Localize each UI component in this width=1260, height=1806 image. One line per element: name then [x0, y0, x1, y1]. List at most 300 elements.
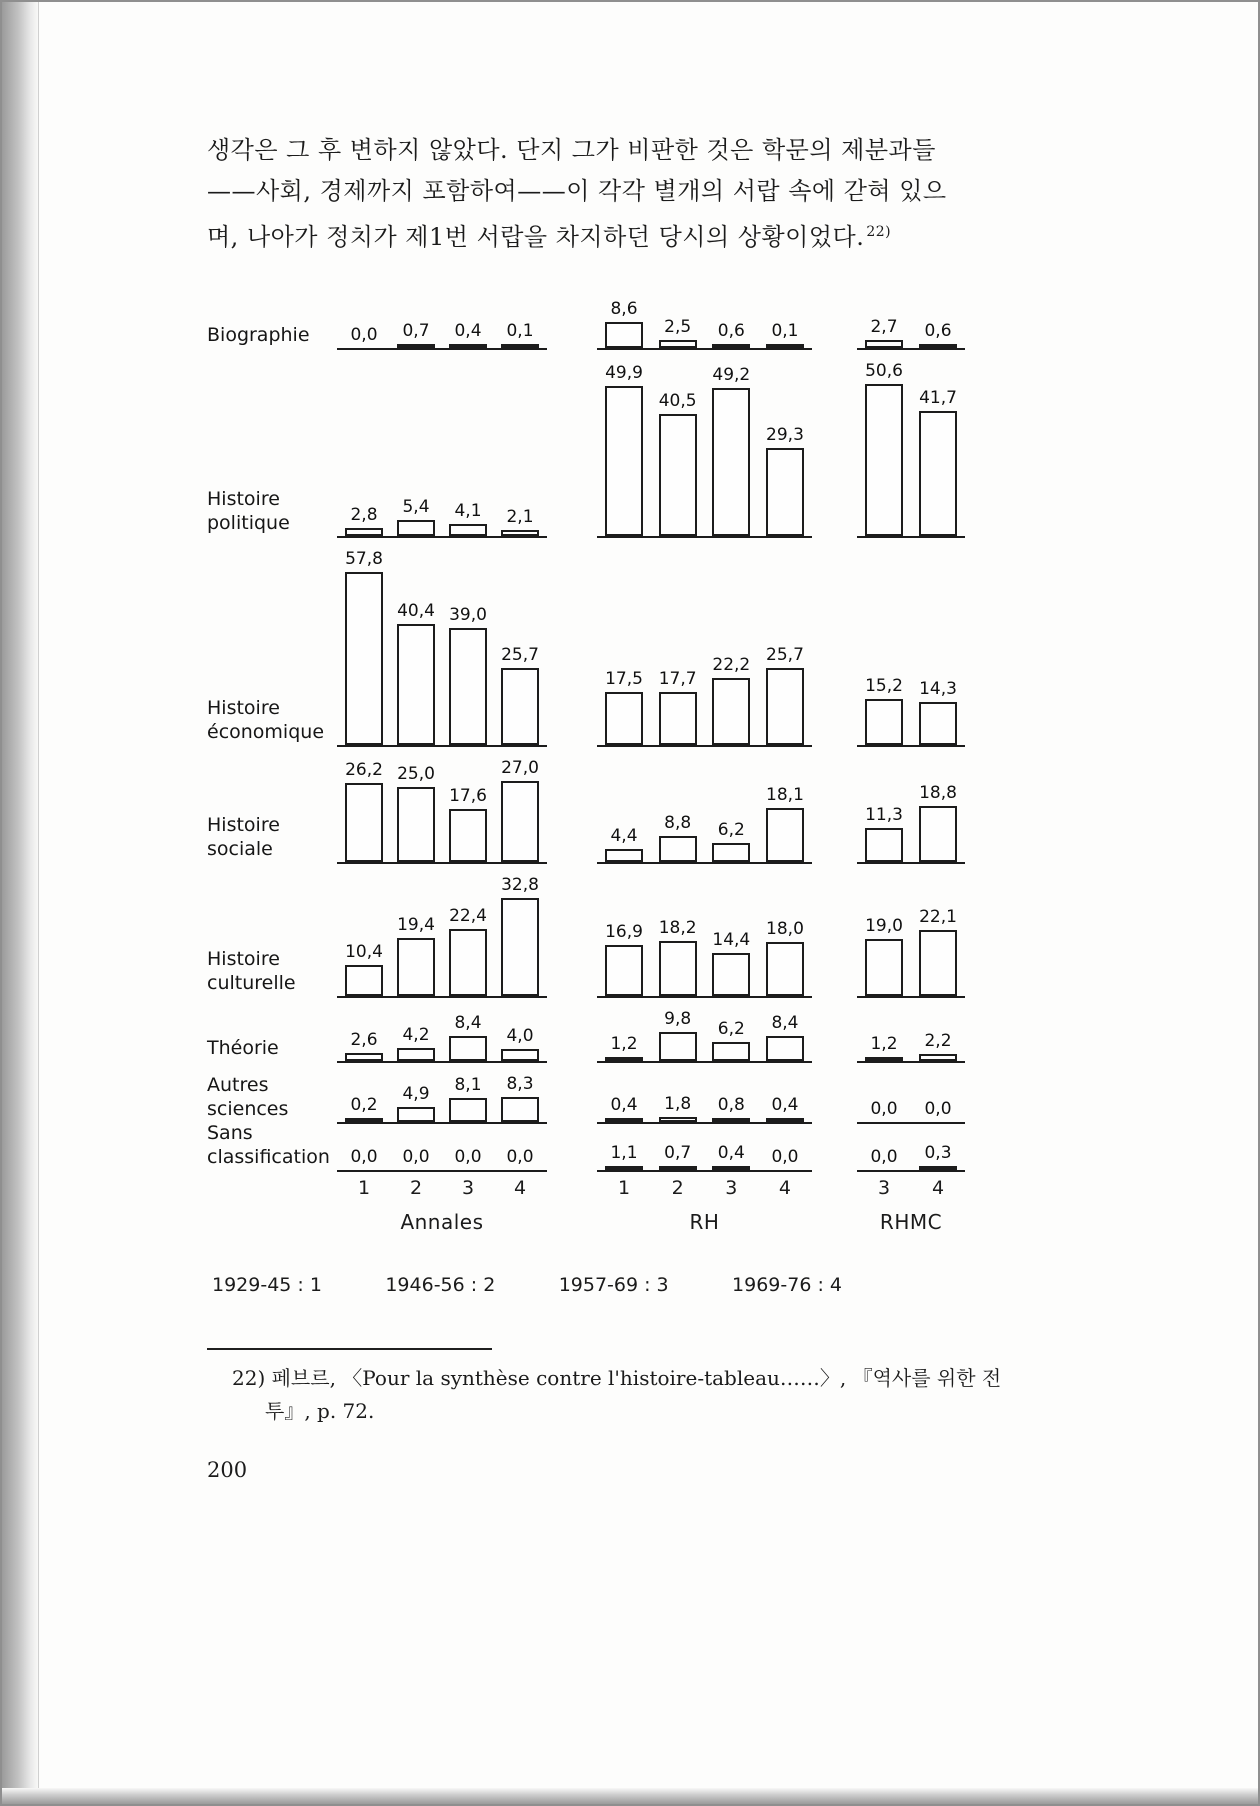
bar	[501, 1075, 539, 1122]
bar-rect	[919, 411, 957, 536]
bar-value-label: 2,1	[506, 507, 534, 527]
bar-rect	[397, 938, 435, 996]
bar	[712, 1096, 750, 1122]
category-label	[207, 323, 335, 347]
bar	[659, 318, 697, 348]
bar-group-rh	[597, 998, 812, 1063]
bar	[397, 765, 435, 862]
bar-rect	[605, 1118, 643, 1122]
axis-tick: 1	[617, 1177, 631, 1199]
bar-value-label: 4,2	[402, 1025, 430, 1045]
bar-value-label: 18,8	[919, 783, 957, 803]
bar	[605, 1144, 643, 1170]
bar	[865, 1035, 903, 1061]
bar-value-label: 4,9	[402, 1084, 430, 1104]
bar-value-label: 0,0	[506, 1147, 534, 1167]
bar	[397, 602, 435, 745]
bar	[397, 1085, 435, 1122]
bar	[712, 322, 750, 348]
chart-row-4	[207, 864, 967, 998]
axis-tick: 2	[409, 1177, 423, 1199]
bar	[397, 322, 435, 348]
bar-rect	[605, 322, 643, 348]
category-label-line: Sans	[207, 1122, 253, 1144]
bar-rect	[865, 828, 903, 862]
group-label-rh: RH	[689, 1210, 720, 1234]
bar-value-label: 32,8	[501, 875, 539, 895]
bar-value-label: 0,4	[454, 321, 482, 341]
bar-rect	[919, 702, 957, 745]
bar-value-label: 0,0	[350, 1147, 378, 1167]
bar-rect	[712, 1166, 750, 1170]
bar-rect	[712, 678, 750, 745]
period-key-item: 1969-76 : 4	[732, 1274, 842, 1296]
bar	[766, 1148, 804, 1170]
bar	[345, 506, 383, 536]
bar-value-label: 2,8	[350, 505, 378, 525]
bar-value-label: 0,6	[717, 321, 745, 341]
axis-tick: 3	[725, 1177, 738, 1199]
chart-row-6	[207, 1063, 967, 1124]
bar-rect	[501, 898, 539, 996]
bar	[449, 502, 487, 536]
bar-value-label: 0,0	[870, 1099, 898, 1119]
bar-rect	[501, 668, 539, 745]
bar-rect	[397, 344, 435, 348]
paragraph-line-text: 며, 나아가 정치가 제1번 서랍을 차지하던 당시의 상황이었다.	[207, 223, 865, 251]
bar-value-label: 25,0	[397, 764, 435, 784]
bar-value-label: 40,5	[658, 391, 697, 411]
chart-row-7	[207, 1124, 967, 1172]
bar-rect	[766, 808, 804, 862]
bar-group-rhmc	[857, 1124, 965, 1172]
bar-value-label: 11,3	[865, 805, 903, 825]
bar	[605, 923, 643, 996]
bar-group-annales	[337, 1063, 547, 1124]
bar	[449, 1076, 487, 1122]
category-label-line: Biographie	[207, 324, 310, 346]
bar-group-rhmc	[857, 288, 965, 350]
bar-rect	[865, 699, 903, 745]
bar	[605, 1096, 643, 1122]
category-label	[207, 696, 335, 744]
bar-group-rh	[597, 538, 812, 747]
bar	[397, 916, 435, 996]
bar	[919, 322, 957, 348]
bar-rect	[766, 1118, 804, 1122]
bar-value-label: 50,6	[865, 361, 903, 381]
bar-value-label: 9,8	[664, 1009, 692, 1029]
bar-group-rhmc	[857, 350, 965, 538]
bar-rect	[605, 1166, 643, 1170]
category-label-line: politique	[207, 512, 290, 534]
bar-value-label: 5,4	[402, 497, 430, 517]
axis-tick: 2	[671, 1177, 684, 1199]
page-number: 200	[207, 1458, 248, 1482]
bar	[919, 1032, 957, 1061]
bar-value-label: 19,0	[865, 916, 903, 936]
bar-value-label: 26,2	[345, 760, 383, 780]
bar-rect	[919, 1054, 957, 1061]
bar-value-label: 49,2	[712, 365, 751, 385]
bar-rect	[659, 340, 697, 348]
bar-rect	[345, 572, 383, 745]
bar	[397, 1026, 435, 1061]
bar	[919, 680, 957, 745]
bar	[449, 322, 487, 348]
bar-rect	[659, 692, 697, 745]
bar-value-label: 2,6	[350, 1030, 378, 1050]
page-content	[207, 2, 1002, 1482]
bar-value-label: 1,2	[610, 1034, 638, 1054]
bar-group-rh	[597, 1124, 812, 1172]
bar-rect	[501, 530, 539, 536]
bar-rect	[659, 414, 697, 536]
bar-value-label: 0,0	[870, 1147, 898, 1167]
bar	[449, 1148, 487, 1170]
axis-tick: 3	[461, 1177, 475, 1199]
x-axis-group-rh	[597, 1172, 812, 1204]
bar-group-annales	[337, 288, 547, 350]
axis-tick: 4	[778, 1177, 792, 1199]
bar-rect	[345, 1053, 383, 1061]
bar-value-label: 4,0	[506, 1026, 534, 1046]
bar	[865, 362, 903, 536]
category-label-line: Histoire	[207, 948, 280, 970]
bar-value-label: 1,8	[664, 1094, 692, 1114]
category-label-line: Histoire	[207, 697, 280, 719]
bar-group-annales	[337, 747, 547, 864]
bar-value-label: 17,5	[605, 669, 643, 689]
figure-bar-chart	[207, 288, 967, 1242]
bar-value-label: 0,0	[454, 1147, 482, 1167]
bar	[659, 919, 697, 996]
bar-value-label: 15,2	[865, 676, 903, 696]
bar	[712, 656, 750, 745]
bar-rect	[659, 1117, 697, 1122]
bar-value-label: 18,2	[658, 918, 697, 938]
paragraph-line: ——사회, 경제까지 포함하여——이 각각 별개의 서랍 속에 갇혀 있으	[207, 177, 947, 205]
bar-rect	[397, 1107, 435, 1122]
bar	[865, 1100, 903, 1122]
footnote-line: 22) 페브르, 〈Pour la synthèse contre l'histoire-tableau……〉, 『역사를 위한 전	[232, 1366, 1002, 1390]
bar	[766, 1014, 804, 1061]
bar-value-label: 8,3	[506, 1074, 534, 1094]
bar-rect	[605, 849, 643, 862]
bar-rect	[865, 340, 903, 348]
bar-rect	[449, 1098, 487, 1122]
chart-row-3	[207, 747, 967, 864]
bar-group-rh	[597, 350, 812, 538]
bar-group-annales	[337, 864, 547, 998]
bar-group-annales	[337, 350, 547, 538]
bar-rect	[919, 806, 957, 862]
bar	[659, 814, 697, 862]
group-label-annales: Annales	[400, 1210, 484, 1234]
bar-rect	[501, 781, 539, 862]
bar	[919, 389, 957, 536]
bar-rect	[397, 624, 435, 745]
bar	[659, 1010, 697, 1061]
bar-group-rh	[597, 864, 812, 998]
bar-rect	[345, 528, 383, 536]
bar-value-label: 39,0	[449, 605, 487, 625]
bar-value-label: 14,3	[919, 679, 957, 699]
category-label-line: culturelle	[207, 972, 296, 994]
bar	[766, 1096, 804, 1122]
bar-rect	[659, 1032, 697, 1061]
bar	[919, 1144, 957, 1170]
bar-rect	[397, 787, 435, 862]
bar	[919, 1100, 957, 1122]
paragraph-line	[207, 212, 987, 258]
bar	[397, 498, 435, 536]
bar-value-label: 0,0	[350, 325, 378, 345]
footnote	[207, 1362, 1002, 1428]
bar-value-label: 2,5	[664, 317, 692, 337]
bar-value-label: 22,4	[449, 906, 487, 926]
page-bottom-edge	[2, 1788, 1258, 1804]
bar-rect	[501, 1097, 539, 1122]
bar	[605, 364, 643, 536]
bar-rect	[766, 344, 804, 348]
bar-value-label: 18,0	[766, 919, 804, 939]
bar-value-label: 0,6	[924, 321, 952, 341]
category-label	[207, 1121, 335, 1169]
category-label	[207, 947, 335, 995]
bar-rect	[605, 945, 643, 996]
bar	[501, 759, 539, 862]
bar-value-label: 6,2	[717, 820, 745, 840]
bar-rect	[605, 692, 643, 745]
period-key-item: 1957-69 : 3	[558, 1274, 669, 1296]
bar-group-rhmc	[857, 864, 965, 998]
bar	[659, 1144, 697, 1170]
bar-value-label: 2,7	[870, 317, 898, 337]
period-key-item: 1929-45 : 1	[212, 1274, 322, 1296]
bar-rect	[605, 386, 643, 536]
category-label-line: économique	[207, 721, 325, 743]
bar	[712, 366, 750, 536]
bar-rect	[659, 1166, 697, 1170]
bar-value-label: 40,4	[397, 601, 435, 621]
axis-tick: 3	[877, 1177, 891, 1199]
bar	[712, 821, 750, 862]
bar-value-label: 0,4	[771, 1095, 799, 1115]
bar-value-label: 17,6	[449, 786, 487, 806]
bar	[605, 670, 643, 745]
bar-group-rh	[597, 1063, 812, 1124]
bar-rect	[345, 1118, 383, 1122]
period-key	[212, 1274, 842, 1296]
bar-value-label: 41,7	[919, 388, 957, 408]
bar-group-annales	[337, 1124, 547, 1172]
category-label	[207, 1036, 335, 1060]
bar	[659, 1095, 697, 1122]
bar-rect	[766, 1036, 804, 1061]
bar-value-label: 0,0	[924, 1099, 952, 1119]
bar-value-label: 29,3	[766, 425, 804, 445]
bar-value-label: 10,4	[345, 942, 383, 962]
bar-value-label: 4,4	[610, 826, 638, 846]
bar-group-annales	[337, 538, 547, 747]
bar-rect	[449, 524, 487, 536]
bar-value-label: 8,4	[771, 1013, 799, 1033]
bar	[449, 787, 487, 862]
bar-rect	[449, 809, 487, 862]
bar-rect	[712, 344, 750, 348]
bar	[501, 508, 539, 536]
bar	[501, 1148, 539, 1170]
bar	[449, 907, 487, 996]
bar	[397, 1148, 435, 1170]
bar	[865, 677, 903, 745]
bar	[605, 300, 643, 348]
category-label	[207, 1073, 335, 1121]
axis-tick: 4	[931, 1177, 945, 1199]
bar-value-label: 0,1	[506, 321, 534, 341]
x-axis-group-annales	[337, 1172, 547, 1204]
category-label-line: sciences	[207, 1098, 289, 1120]
bar-value-label: 0,8	[717, 1095, 745, 1115]
bar-group-rhmc	[857, 998, 965, 1063]
bar-value-label: 0,7	[402, 321, 430, 341]
bar	[605, 827, 643, 862]
bar	[712, 1144, 750, 1170]
bar	[345, 761, 383, 862]
bar	[449, 606, 487, 745]
bar	[919, 908, 957, 996]
bar-value-label: 17,7	[658, 669, 697, 689]
bar-rect	[712, 388, 750, 536]
category-label-line: classification	[207, 1146, 330, 1168]
bar-rect	[345, 783, 383, 862]
bar-value-label: 25,7	[501, 645, 539, 665]
chart-row-2	[207, 538, 967, 747]
bar	[345, 550, 383, 745]
bar-value-label: 0,4	[610, 1095, 638, 1115]
category-label-line: Autres	[207, 1074, 269, 1096]
bar-value-label: 2,2	[924, 1031, 952, 1051]
bar-value-label: 25,7	[766, 645, 804, 665]
bar-value-label: 22,1	[919, 907, 957, 927]
bar-rect	[919, 930, 957, 996]
bar-rect	[605, 1057, 643, 1061]
bar-group-rhmc	[857, 747, 965, 864]
bar-rect	[659, 836, 697, 862]
bar-value-label: 14,4	[712, 930, 751, 950]
bar	[345, 326, 383, 348]
bar	[345, 1148, 383, 1170]
bar-rect	[865, 939, 903, 996]
bar-value-label: 0,0	[771, 1147, 799, 1167]
category-label	[207, 813, 335, 861]
bar-value-label: 8,8	[664, 813, 692, 833]
category-label-line: Histoire	[207, 814, 280, 836]
category-label-line: Histoire	[207, 488, 280, 510]
bar-rect	[919, 1166, 957, 1170]
bar-rect	[501, 344, 539, 348]
bar	[766, 322, 804, 348]
bar-value-label: 16,9	[605, 922, 643, 942]
bar	[345, 1031, 383, 1061]
bar-rect	[659, 941, 697, 996]
bar	[501, 1027, 539, 1061]
bar	[865, 917, 903, 996]
bar-group-rh	[597, 747, 812, 864]
bar	[766, 426, 804, 536]
bar-rect	[766, 942, 804, 996]
category-label-line: Théorie	[207, 1037, 279, 1059]
bar	[659, 392, 697, 536]
category-label-line: sociale	[207, 838, 273, 860]
period-key-item: 1946-56 : 2	[385, 1274, 496, 1296]
chart-row-0	[207, 288, 967, 350]
chart-row-1	[207, 350, 967, 538]
bar-value-label: 22,2	[712, 655, 751, 675]
bar	[345, 943, 383, 996]
bar-value-label: 8,1	[454, 1075, 482, 1095]
bar-value-label: 27,0	[501, 758, 539, 778]
bar-rect	[712, 953, 750, 996]
bar	[501, 876, 539, 996]
bar-group-rhmc	[857, 1063, 965, 1124]
category-label	[207, 487, 335, 535]
bar-rect	[449, 1036, 487, 1061]
bar	[501, 322, 539, 348]
bar	[659, 670, 697, 745]
bar	[919, 784, 957, 862]
bar-rect	[449, 344, 487, 348]
bar	[865, 318, 903, 348]
paragraph-line: 생각은 그 후 변하지 않았다. 단지 그가 비판한 것은 학문의 제분과들	[207, 136, 936, 164]
axis-tick: 1	[357, 1177, 371, 1199]
bar-rect	[766, 668, 804, 745]
bar-value-label: 0,7	[664, 1143, 692, 1163]
bar-value-label: 19,4	[397, 915, 435, 935]
bar-value-label: 1,2	[870, 1034, 898, 1054]
bar	[712, 931, 750, 996]
chart-row-5	[207, 998, 967, 1063]
bar-value-label: 0,0	[402, 1147, 430, 1167]
bar	[766, 786, 804, 862]
bar-rect	[865, 1057, 903, 1061]
bar-value-label: 8,6	[610, 299, 638, 319]
bar-value-label: 49,9	[605, 363, 643, 383]
bar-group-rhmc	[857, 538, 965, 747]
bar-rect	[919, 344, 957, 348]
bar-rect	[397, 520, 435, 536]
bar	[501, 646, 539, 745]
x-axis	[207, 1172, 967, 1204]
footnote-line: 투』, p. 72.	[265, 1399, 375, 1423]
bar-value-label: 57,8	[345, 549, 383, 569]
bar-value-label: 0,1	[771, 321, 799, 341]
bar-value-label: 1,1	[610, 1143, 638, 1163]
x-axis-group-rhmc	[857, 1172, 965, 1204]
footnote-divider	[207, 1348, 492, 1350]
group-names	[207, 1204, 967, 1242]
footnote-ref: 22)	[866, 224, 892, 240]
bar-group-annales	[337, 998, 547, 1063]
bar	[605, 1035, 643, 1061]
bar-value-label: 18,1	[766, 785, 804, 805]
axis-tick: 4	[513, 1177, 527, 1199]
book-spine-edge	[2, 2, 39, 1804]
bar-value-label: 0,4	[717, 1143, 745, 1163]
bar	[865, 1148, 903, 1170]
bar	[766, 646, 804, 745]
